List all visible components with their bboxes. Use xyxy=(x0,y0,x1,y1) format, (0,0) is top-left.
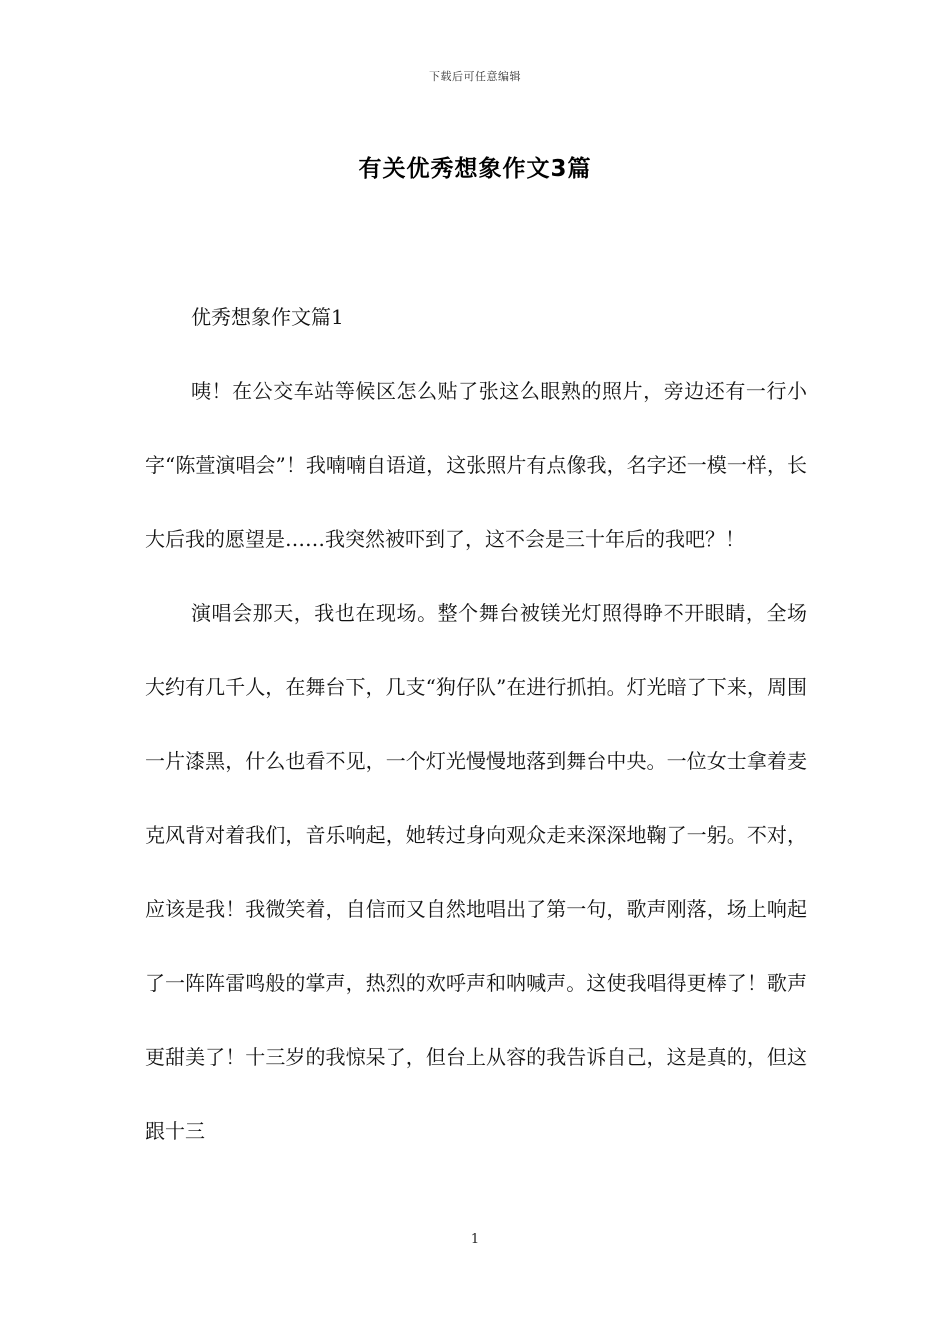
section-heading: 优秀想象作文篇1 xyxy=(191,305,344,329)
paragraph-2: 演唱会那天，我也在现场。整个舞台被镁光灯照得睁不开眼睛，全场大约有几千人，在舞台下，几支“狗仔队”在进行抓拍。灯光暗了下来，周围一片漆黑，什么也看不见，一个灯光慢慢地落到舞台中央。一位女士拿着麦克风背对着我们，音乐响起，她转过身向观众走来深深地鞠了一躬。不对，应该是我！我微笑着，自信而又自然地唱出了第一句，歌声刚落，场上响起了一阵阵雷鸣般的掌声，热烈的欢呼声和呐喊声。这使我唱得更棒了！歌声更甜美了！十三岁的我惊呆了，但台上从容的我告诉自己，这是真的，但这跟十三 xyxy=(145,601,807,1143)
page-header-note: 下载后可任意编辑 xyxy=(429,70,521,83)
document-title: 有关优秀想象作文3篇 xyxy=(358,156,592,182)
page-number: 1 xyxy=(470,1232,480,1247)
paragraph-1: 咦！在公交车站等候区怎么贴了张这么眼熟的照片，旁边还有一行小字“陈萱演唱会”！我喃喃自语道，这张照片有点像我，名字还一模一样，长大后我的愿望是……我突然被吓到了，这不会是三十年后的我吧？！ xyxy=(145,379,807,551)
document-body xyxy=(145,280,807,1168)
